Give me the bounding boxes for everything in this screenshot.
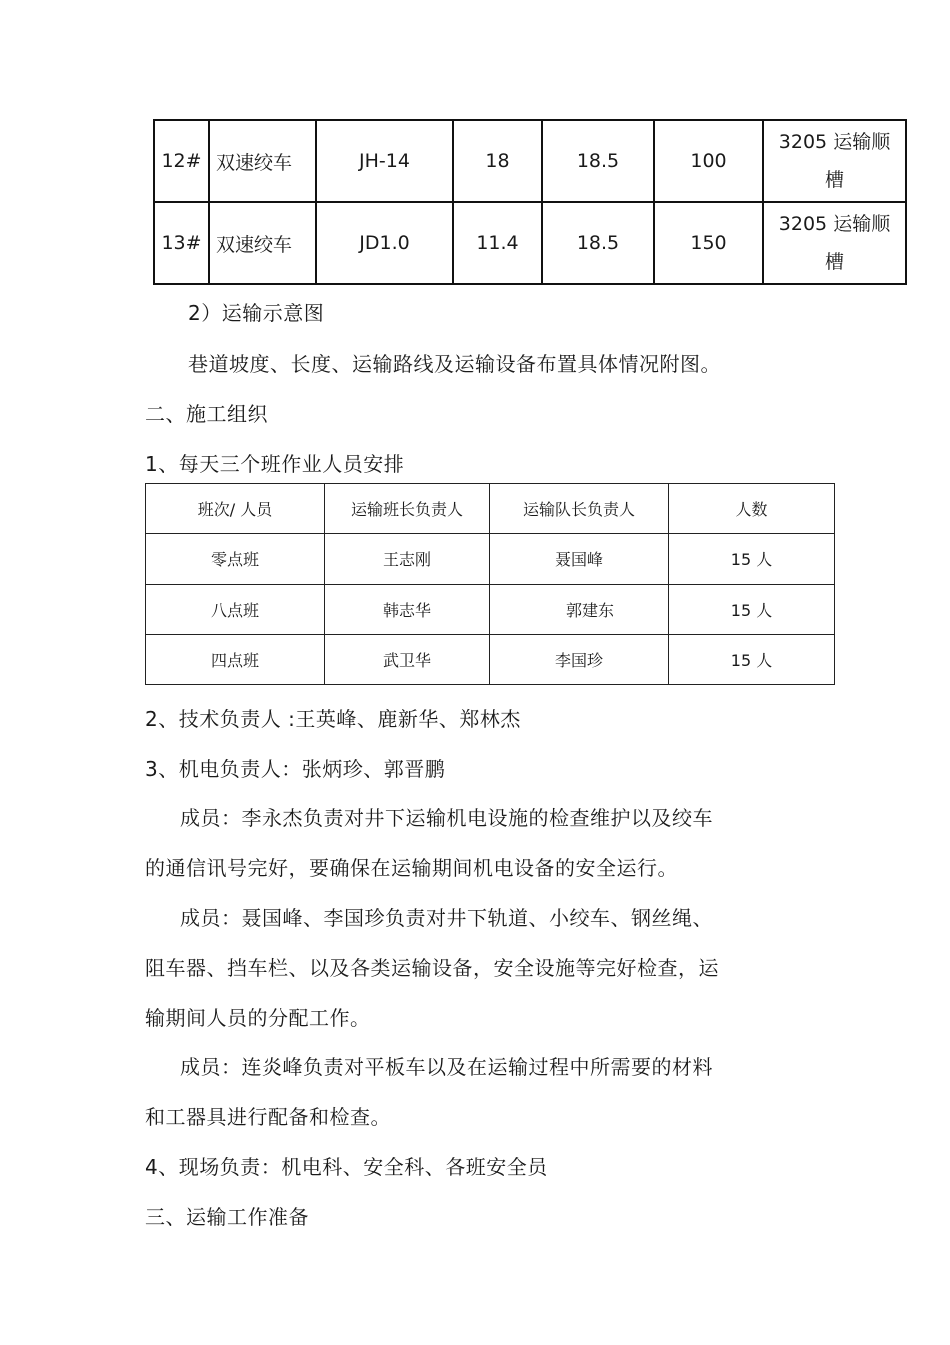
equipment-table bbox=[153, 119, 907, 285]
table-row bbox=[154, 202, 906, 284]
equipment-value: 18 bbox=[453, 120, 542, 202]
item2-technical-lead: 2、技术负责人 :王英峰、鹿新华、郑林杰 bbox=[145, 707, 521, 731]
headcount: 15 人 bbox=[669, 584, 835, 634]
column-header: 运输班长负责人 bbox=[325, 484, 490, 534]
shift-leader: 王志刚 bbox=[325, 534, 490, 584]
column-header: 人数 bbox=[669, 484, 835, 534]
table-row bbox=[154, 120, 906, 202]
item3-electromechanical-lead: 3、机电负责人：张炳珍、郭晋鹏 bbox=[145, 757, 446, 781]
diagram-note: 巷道坡度、长度、运输路线及运输设备布置具体情况附图。 bbox=[188, 352, 721, 376]
equipment-name: 双速绞车 bbox=[209, 202, 316, 284]
equipment-number: 13# bbox=[154, 202, 209, 284]
member2-line2: 阻车器、挡车栏、以及各类运输设备，安全设施等完好检查，运 bbox=[145, 956, 719, 980]
equipment-value: 18.5 bbox=[542, 202, 654, 284]
location-line: 槽 bbox=[824, 169, 844, 191]
member2-line3: 输期间人员的分配工作。 bbox=[145, 1006, 371, 1030]
column-header: 班次/ 人员 bbox=[146, 484, 325, 534]
shift-leader: 武卫华 bbox=[325, 634, 490, 684]
table-row bbox=[146, 634, 835, 684]
member3-line1: 成员：连炎峰负责对平板车以及在运输过程中所需要的材料 bbox=[180, 1055, 713, 1079]
equipment-value: 11.4 bbox=[453, 202, 542, 284]
table-row bbox=[146, 534, 835, 584]
location-line: 槽 bbox=[824, 251, 844, 273]
table-header-row bbox=[146, 484, 835, 534]
member2-line1: 成员：聂国峰、李国珍负责对井下轨道、小绞车、钢丝绳、 bbox=[180, 906, 713, 930]
equipment-model: JD1.0 bbox=[316, 202, 453, 284]
location-line: 3205 运输顺 bbox=[778, 213, 891, 235]
item1-title: 1、每天三个班作业人员安排 bbox=[145, 452, 405, 476]
equipment-model: JH-14 bbox=[316, 120, 453, 202]
team-leader: 郭建东 bbox=[490, 584, 669, 634]
headcount: 15 人 bbox=[669, 634, 835, 684]
section3-title: 三、运输工作准备 bbox=[145, 1205, 309, 1229]
shift-name: 八点班 bbox=[146, 584, 325, 634]
column-header: 运输队长负责人 bbox=[490, 484, 669, 534]
team-leader: 李国珍 bbox=[490, 634, 669, 684]
equipment-value: 18.5 bbox=[542, 120, 654, 202]
section-transport-diagram: 2）运输示意图 bbox=[188, 301, 325, 325]
schedule-table bbox=[145, 483, 835, 685]
member3-line2: 和工器具进行配备和检查。 bbox=[145, 1105, 391, 1129]
equipment-location bbox=[763, 120, 906, 202]
table-row bbox=[146, 584, 835, 634]
equipment-value: 100 bbox=[654, 120, 763, 202]
member1-line2: 的通信讯号完好，要确保在运输期间机电设备的安全运行。 bbox=[145, 856, 678, 880]
headcount: 15 人 bbox=[669, 534, 835, 584]
location-line: 3205 运输顺 bbox=[778, 131, 891, 153]
item4-site-lead: 4、现场负责：机电科、安全科、各班安全员 bbox=[145, 1155, 548, 1179]
shift-leader: 韩志华 bbox=[325, 584, 490, 634]
section2-title: 二、施工组织 bbox=[145, 402, 268, 426]
member1-line1: 成员：李永杰负责对井下运输机电设施的检查维护以及绞车 bbox=[180, 806, 713, 830]
team-leader: 聂国峰 bbox=[490, 534, 669, 584]
equipment-location bbox=[763, 202, 906, 284]
equipment-number: 12# bbox=[154, 120, 209, 202]
equipment-value: 150 bbox=[654, 202, 763, 284]
shift-name: 零点班 bbox=[146, 534, 325, 584]
equipment-name: 双速绞车 bbox=[209, 120, 316, 202]
shift-name: 四点班 bbox=[146, 634, 325, 684]
